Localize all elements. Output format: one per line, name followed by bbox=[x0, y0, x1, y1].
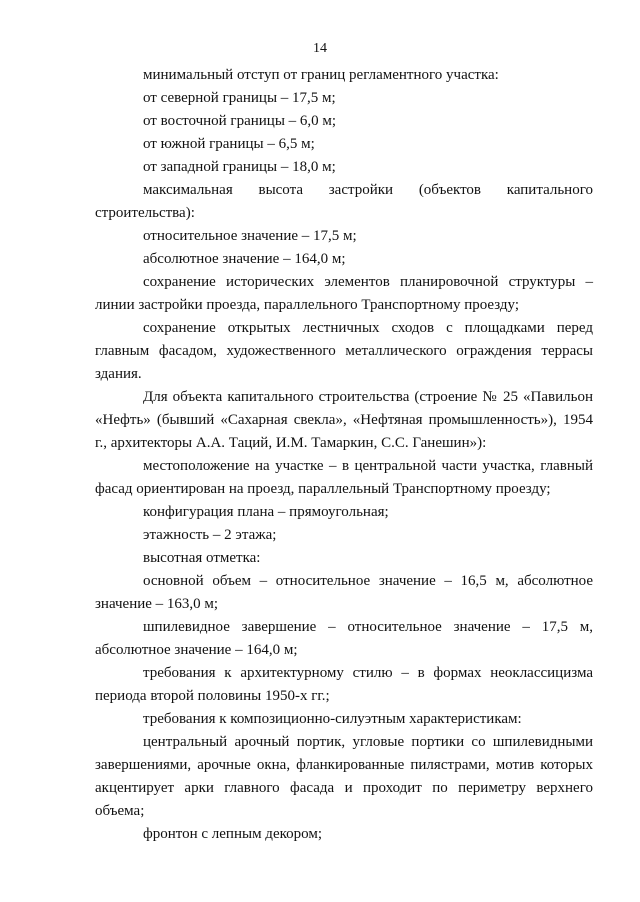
paragraph-west-border: от западной границы – 18,0 м; bbox=[143, 159, 336, 175]
paragraph-architectural-style: требования к архитектурному стилю – в формах неоклассицизма периода второй половины 1950-х гг.; bbox=[95, 665, 593, 704]
page-number: 14 bbox=[313, 41, 327, 56]
paragraph-south-border: от южной границы – 6,5 м; bbox=[143, 136, 315, 152]
paragraph-portico: центральный арочный портик, угловые портики со шпилевидными завершениями, арочные окна, фланкированные пилястрами, мотив которых акцентирует арки главного фасада и проходит по периметру верхнего объема; bbox=[95, 734, 593, 819]
paragraph-staircases: сохранение открытых лестничных сходов с площадками перед главным фасадом, художественного металлического ограждения террасы здания. bbox=[95, 320, 593, 382]
paragraph-building-25: Для объекта капитального строительства (строение № 25 «Павильон «Нефть» (бывший «Сахарная свекла», «Нефтяная промышленность»), 1954 г., архитекторы А.А. Таций, И.М. Тамаркин, С.С. Ганешин»): bbox=[95, 389, 593, 451]
paragraph-min-setback: минимальный отступ от границ регламентного участка: bbox=[143, 67, 499, 83]
paragraph-max-height: максимальная высота застройки (объектов капитального строительства): bbox=[95, 182, 593, 221]
paragraph-relative-value: относительное значение – 17,5 м; bbox=[143, 228, 357, 244]
paragraph-pediment: фронтон с лепным декором; bbox=[143, 826, 322, 842]
paragraph-spire: шпилевидное завершение – относительное значение – 17,5 м, абсолютное значение – 164,0 м; bbox=[95, 619, 593, 658]
paragraph-plan-configuration: конфигурация плана – прямоугольная; bbox=[143, 504, 389, 520]
paragraph-floors: этажность – 2 этажа; bbox=[143, 527, 277, 543]
paragraph-silhouette-requirements: требования к композиционно-силуэтным характеристикам: bbox=[143, 711, 522, 727]
document-body bbox=[95, 64, 593, 846]
paragraph-location: местоположение на участке – в центральной части участка, главный фасад ориентирован на проезд, параллельный Транспортному проезду; bbox=[95, 458, 593, 497]
paragraph-main-volume: основной объем – относительное значение – 16,5 м, абсолютное значение – 163,0 м; bbox=[95, 573, 593, 612]
paragraph-north-border: от северной границы – 17,5 м; bbox=[143, 90, 336, 106]
paragraph-absolute-value: абсолютное значение – 164,0 м; bbox=[143, 251, 346, 267]
paragraph-historic-structure: сохранение исторических элементов планировочной структуры – линии застройки проезда, параллельного Транспортному проезду; bbox=[95, 274, 593, 313]
paragraph-height-mark: высотная отметка: bbox=[143, 550, 261, 566]
paragraph-east-border: от восточной границы – 6,0 м; bbox=[143, 113, 337, 129]
